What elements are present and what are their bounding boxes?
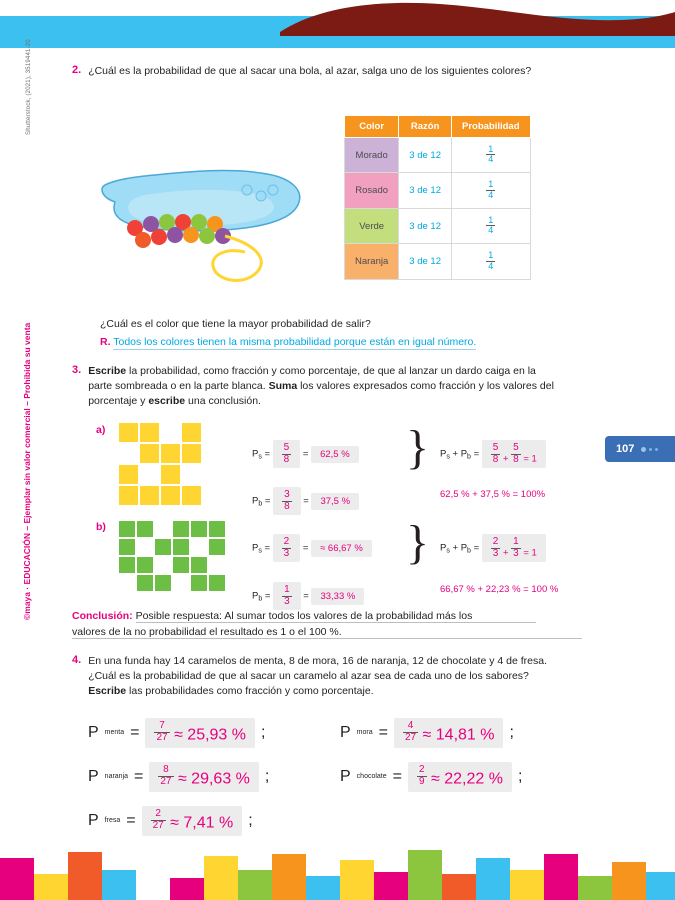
frac-den: 4 xyxy=(488,189,494,200)
p-label: P xyxy=(340,767,351,785)
cell-probabilidad xyxy=(451,173,530,208)
exercise-2-followup: ¿Cuál es el color que tiene la mayor probabilidad de salir? xyxy=(100,318,371,330)
conclusion-block xyxy=(72,610,592,639)
frac-den: 27 xyxy=(156,731,168,743)
eq-a-ps: $P_s$ = $\frac{5}{8}$ = 62,5 % xyxy=(252,440,359,468)
frac-num: 2 xyxy=(155,808,161,819)
pb-label: P xyxy=(252,495,259,507)
frac-den: 4 xyxy=(488,260,494,271)
equals: = xyxy=(378,723,388,741)
percent: ≈ 7,41 % xyxy=(170,814,234,832)
p-label: P xyxy=(88,811,99,829)
sum-p2: P xyxy=(460,448,468,460)
sum-b-box: $\frac{2}{3}$ + $\frac{1}{3}$ = 1 xyxy=(482,534,546,562)
table-header-row xyxy=(345,116,531,138)
cell-razon: 3 de 12 xyxy=(399,208,452,243)
sum-result: = 1 xyxy=(523,453,537,465)
ex4-item-mora xyxy=(340,718,514,748)
eq-b-pb: $P_b$ = $\frac{1}{3}$ = 33,33 % xyxy=(252,582,364,610)
frac-den: 8 xyxy=(283,453,290,465)
semicolon: ; xyxy=(509,723,514,741)
pb-sub: b xyxy=(258,500,263,508)
page-number-tab xyxy=(605,436,675,462)
top-decorative-band xyxy=(0,0,675,48)
ex4-item-naranja xyxy=(88,762,269,792)
ex3-verb-escribe-2: escribe xyxy=(148,395,186,407)
frac-num: 1 xyxy=(488,214,494,225)
brace-b: } xyxy=(406,516,430,569)
th-color: Color xyxy=(345,116,399,138)
frac-den: 27 xyxy=(160,775,172,787)
ps-fraction-box-b xyxy=(273,534,301,562)
sum-p1: P xyxy=(440,448,447,460)
exercise-3 xyxy=(72,364,592,413)
answer-text: Todos los colores tienen la misma probabilidad porque están en igual número. xyxy=(113,336,477,348)
pb-sub: b xyxy=(258,595,263,603)
ex4-item-menta xyxy=(88,718,265,748)
pb-fraction-box-b xyxy=(273,582,301,610)
frac-den: 9 xyxy=(418,775,425,787)
frac-num: 5 xyxy=(283,442,290,453)
ps-fraction-box xyxy=(273,440,301,468)
p-sub: mora xyxy=(356,729,373,737)
sum-p2-sub: b xyxy=(467,547,471,555)
cell-probabilidad xyxy=(451,138,530,173)
ex3-text-3: una conclusión. xyxy=(185,395,261,407)
percent: ≈ 14,81 % xyxy=(422,726,495,744)
frac-den: 27 xyxy=(152,819,164,831)
exercise-2 xyxy=(72,64,592,83)
label-a: a) xyxy=(96,424,106,436)
cell-color: Naranja xyxy=(345,244,399,279)
ps-sub: s xyxy=(258,547,262,555)
exercise-3-instruction xyxy=(88,364,558,409)
frac-num: 2 xyxy=(283,536,290,547)
ex4-item-fresa xyxy=(88,806,253,836)
sum-a-box: $\frac{5}{8}$ + $\frac{5}{8}$ = 1 xyxy=(482,440,546,468)
sum-p2: P xyxy=(460,542,468,554)
cell-color: Verde xyxy=(345,208,399,243)
frac-den: 8 xyxy=(284,500,290,512)
ps-label: P xyxy=(252,542,259,554)
table-row xyxy=(345,208,531,243)
cell-color: Morado xyxy=(345,138,399,173)
frac-num: 5 xyxy=(513,442,519,453)
frac-num: 4 xyxy=(407,720,414,731)
label-b: b) xyxy=(96,521,106,533)
sum-p2-sub: b xyxy=(467,453,471,461)
frac-den: 4 xyxy=(488,154,494,165)
equals: = xyxy=(134,767,144,785)
top-wave-graphic xyxy=(0,0,675,36)
eq-a-pb: $P_b$ = $\frac{3}{8}$ = 37,5 % xyxy=(252,487,359,515)
frac-num: 7 xyxy=(159,720,165,731)
pb-fraction-box xyxy=(273,487,301,515)
frac-num: 1 xyxy=(488,250,494,261)
eq-b-percent-sum: 66,67 % + 22,23 % = 100 % xyxy=(440,584,559,595)
p-sub: fresa xyxy=(104,817,121,825)
sum-plus: + xyxy=(452,448,459,460)
ex3-verb-suma: Suma xyxy=(268,380,298,392)
frac-num: 1 xyxy=(488,179,494,190)
frac-num: 2 xyxy=(418,764,425,775)
cell-razon: 3 de 12 xyxy=(399,173,452,208)
conclusion-line-1: Posible respuesta: Al sumar todos los valores de la probabilidad más los xyxy=(136,610,536,623)
value-box xyxy=(142,806,243,836)
percent: ≈ 29,63 % xyxy=(177,770,250,788)
ex4-verb: Escribe xyxy=(88,685,127,697)
p-label: P xyxy=(88,723,99,741)
ps-label: P xyxy=(252,448,259,460)
frac-den: 3 xyxy=(284,595,290,607)
cell-color: Rosado xyxy=(345,173,399,208)
exercise-4-instruction xyxy=(88,654,558,699)
cell-razon: 3 de 12 xyxy=(399,138,452,173)
value-box xyxy=(149,762,259,792)
grid-a xyxy=(118,422,202,506)
pb-label: P xyxy=(252,590,259,602)
eq-a-percent-sum: 62,5 % + 37,5 % = 100% xyxy=(440,489,546,500)
ps-sub: s xyxy=(258,453,262,461)
value-box xyxy=(394,718,504,748)
semicolon: ; xyxy=(264,767,270,785)
frac-num: 3 xyxy=(284,489,290,500)
eq-b-sum: $P_s + P_b$ = $\frac{2}{3}$ + $\frac{1}{3}$ = 1 xyxy=(440,534,546,562)
frac-num: 2 xyxy=(492,536,499,547)
p-label: P xyxy=(340,723,351,741)
legal-notice: ©maya · EDUCACIÓN – Ejemplar sin valor comercial – Prohibida su venta xyxy=(22,322,32,620)
photo-credit: Shutterstock, (2021), 3519441-20 xyxy=(26,39,32,135)
ex4-item-chocolate xyxy=(340,762,522,792)
exercise-2-answer xyxy=(100,336,476,348)
table-row xyxy=(345,138,531,173)
sum-result: = 1 xyxy=(523,547,537,559)
ex4-text-2: las probabilidades como fracción y como porcentaje. xyxy=(126,685,374,697)
frac-num: 1 xyxy=(284,584,290,595)
grid-b xyxy=(118,520,226,592)
frac-num: 8 xyxy=(163,764,169,775)
cell-probabilidad xyxy=(451,208,530,243)
exercise-2-question: ¿Cuál es la probabilidad de que al sacar una bola, al azar, salga uno de los siguientes colores? xyxy=(88,65,532,77)
semicolon: ; xyxy=(261,723,266,741)
answer-label: R. xyxy=(100,336,111,348)
bag-with-balls-illustration xyxy=(95,140,325,300)
ex4-text-1: En una funda hay 14 caramelos de menta, 8 de mora, 16 de naranja, 12 de chocolate y 4 de fresa. ¿Cuál es la probabilidad de que al sacar un caramelo al azar sea de cada uno de los sabores? xyxy=(88,655,547,682)
equals: = xyxy=(392,767,402,785)
exercise-4-number: 4. xyxy=(72,654,82,666)
frac-den: 27 xyxy=(404,731,417,743)
exercise-2-number: 2. xyxy=(72,64,82,76)
frac-den: 3 xyxy=(283,547,290,559)
frac-num: 5 xyxy=(492,442,499,453)
eq-b-ps: $P_s$ = $\frac{2}{3}$ = ≈ 66,67 % xyxy=(252,534,372,562)
conclusion-label: Conclusión: xyxy=(72,610,133,622)
p-label: P xyxy=(88,767,99,785)
brace-a: } xyxy=(406,421,430,474)
p-sub: chocolate xyxy=(356,773,387,781)
frac-den: 3 xyxy=(492,547,499,559)
sum-p1-sub: s xyxy=(446,547,450,555)
table-row xyxy=(345,173,531,208)
pb-percent-box-b: 33,33 % xyxy=(311,588,364,605)
frac-num: 1 xyxy=(488,144,494,154)
sum-p1: P xyxy=(440,542,447,554)
cell-probabilidad xyxy=(451,244,530,279)
page-number: 107 xyxy=(616,443,635,455)
frac-num: 1 xyxy=(513,536,519,547)
exercise-4 xyxy=(72,654,592,703)
ex3-text-2: los valores expresados como fracción y los valores del porcentaje y xyxy=(88,380,554,407)
page-tab-dots xyxy=(641,447,658,452)
table-row xyxy=(345,244,531,279)
conclusion-line-2: valores de la no probabilidad el resultado es 1 o el 100 %. xyxy=(72,626,582,639)
p-sub: menta xyxy=(104,729,125,737)
th-probabilidad: Probabilidad xyxy=(451,116,530,138)
equals: = xyxy=(130,723,140,741)
semicolon: ; xyxy=(248,811,253,829)
value-box xyxy=(145,718,255,748)
percent: ≈ 25,93 % xyxy=(174,726,246,744)
frac-den: 4 xyxy=(488,225,494,236)
ps-percent-box-b: ≈ 66,67 % xyxy=(311,540,372,557)
semicolon: ; xyxy=(517,767,523,785)
bottom-decorative-band xyxy=(0,840,675,900)
ex3-text-1: la probabilidad, como fracción y como porcentaje, de que al lanzar un dardo caiga en la parte sombreada o en la parte blanca. xyxy=(88,365,536,392)
frac-den: 8 xyxy=(492,453,499,465)
exercise-3-number: 3. xyxy=(72,364,82,376)
frac-den: 3 xyxy=(513,547,519,559)
percent: ≈ 22,22 % xyxy=(431,770,503,788)
value-box xyxy=(408,762,512,792)
equals: = xyxy=(126,811,136,829)
th-razon: Razón xyxy=(399,116,452,138)
sum-p1-sub: s xyxy=(446,453,450,461)
pb-percent-box: 37,5 % xyxy=(311,493,359,510)
p-sub: naranja xyxy=(104,773,129,781)
frac-den: 8 xyxy=(513,453,519,465)
probability-table xyxy=(344,115,531,280)
sum-plus: + xyxy=(452,542,459,554)
eq-a-sum: $P_s + P_b$ = $\frac{5}{8}$ + $\frac{5}{8}$ = 1 xyxy=(440,440,546,468)
ex3-verb-escribe: Escribe xyxy=(88,365,127,377)
cell-razon: 3 de 12 xyxy=(399,244,452,279)
ps-percent-box: 62,5 % xyxy=(311,446,359,463)
